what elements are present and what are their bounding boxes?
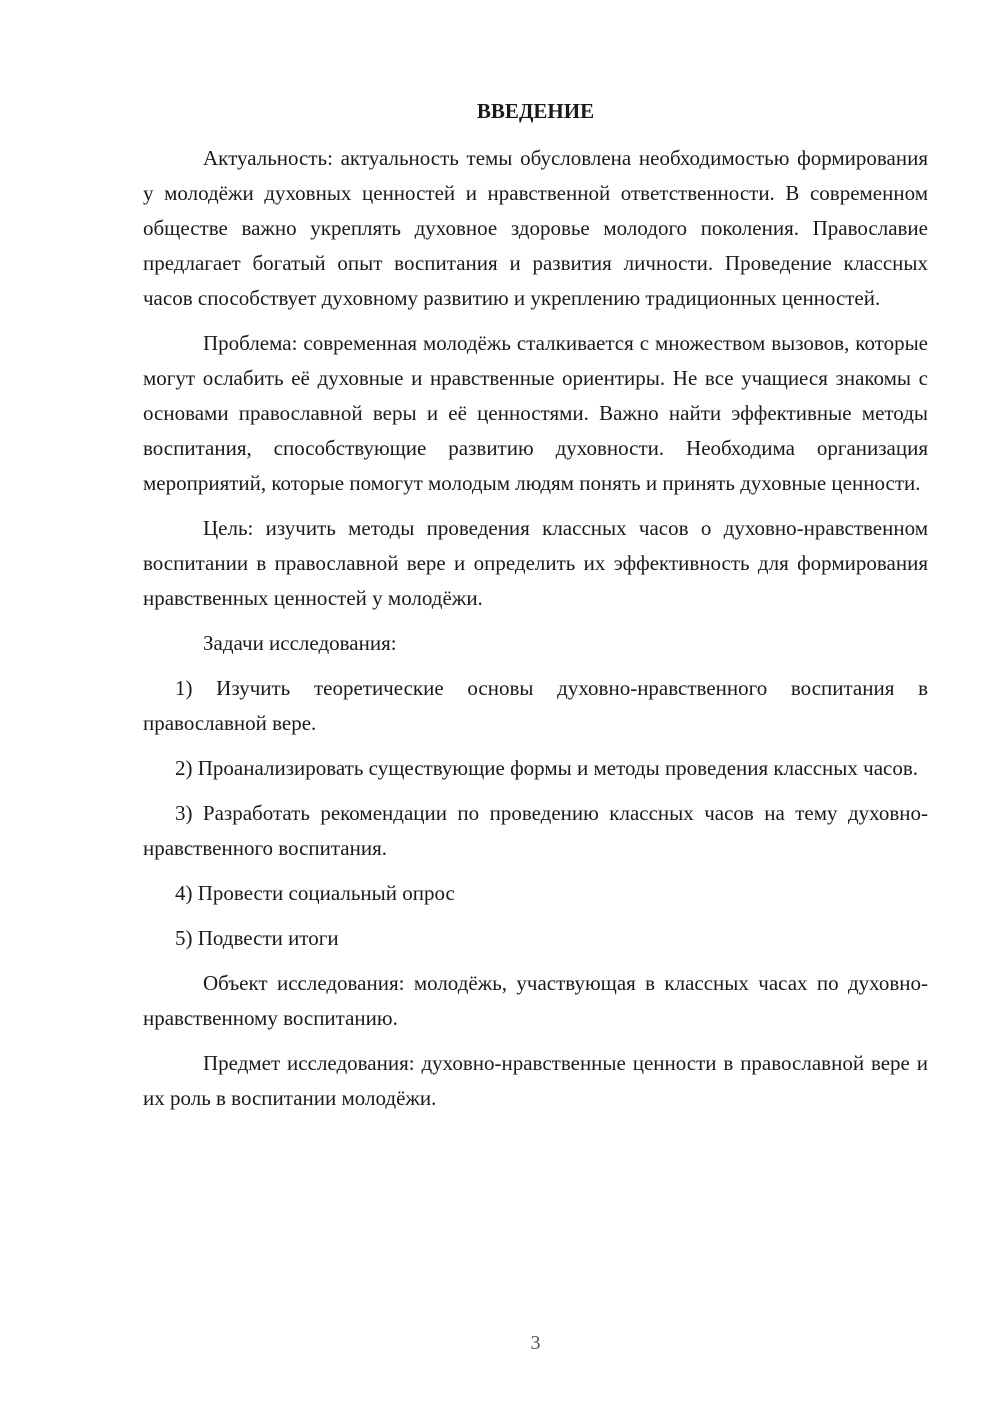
paragraph-subject: Предмет исследования: духовно-нравственные ценности в православной вере и их роль в воспитании молодёжи.	[143, 1051, 928, 1110]
task-item: 1) Изучить теоретические основы духовно-нравственного воспитания в православной вере.	[143, 676, 928, 735]
task-item: 2) Проанализировать существующие формы и методы проведения классных часов.	[175, 756, 919, 780]
paragraph-goal: Цель: изучить методы проведения классных часов о духовно-нравственном воспитании в православной вере и определить их эффективность для формирования нравственных ценностей у молодёжи.	[143, 516, 928, 610]
page-title: ВВЕДЕНИЕ	[476, 99, 595, 123]
paragraph-tasks-heading: Задачи исследования:	[203, 631, 397, 655]
document-page	[143, 94, 928, 1126]
page-number: 3	[530, 1332, 541, 1354]
task-item: 5) Подвести итоги	[175, 926, 339, 950]
task-item: 4) Провести социальный опрос	[175, 881, 455, 905]
paragraph-relevance: Актуальность: актуальность темы обусловлена необходимостью формирования у молодёжи духовных ценностей и нравственной ответственности. В современном обществе важно укреплять духовное здоровье молодого поколения. Православие предлагает богатый опыт воспитания и развития личности. Проведение классных часов способствует духовному развитию и укреплению традиционных ценностей.	[143, 146, 928, 310]
paragraph-object: Объект исследования: молодёжь, участвующая в классных часах по духовно-нравственному воспитанию.	[143, 971, 928, 1030]
task-item: 3) Разработать рекомендации по проведению классных часов на тему духовно-нравственного воспитания.	[143, 801, 928, 860]
paragraph-problem: Проблема: современная молодёжь сталкивается с множеством вызовов, которые могут ослабить её духовные и нравственные ориентиры. Не все учащиеся знакомы с основами православной веры и её ценностями. Важно найти эффективные методы воспитания, способствующие развитию духовности. Необходима организация мероприятий, которые помогут молодым людям понять и принять духовные ценности.	[143, 331, 928, 495]
